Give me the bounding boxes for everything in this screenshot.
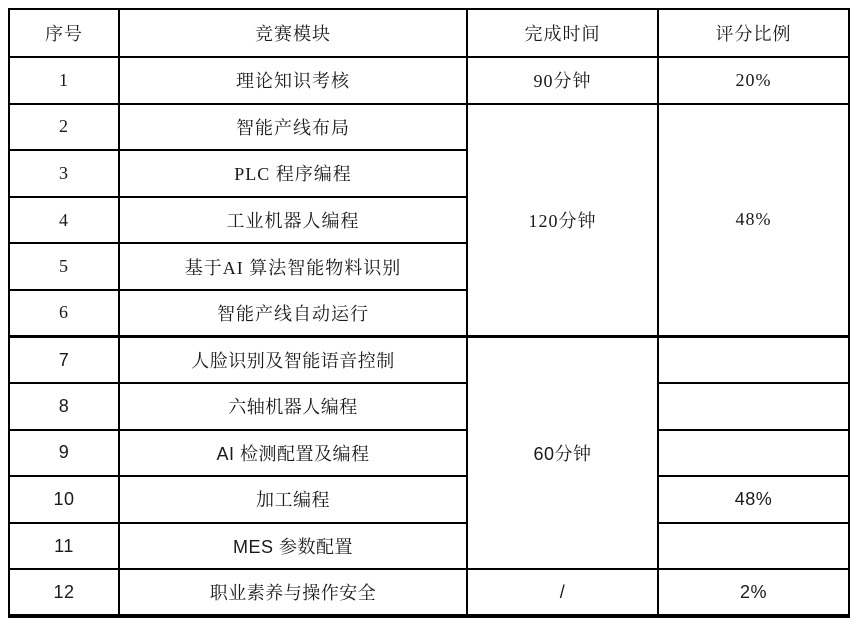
module-cell: 智能产线自动运行 (119, 290, 467, 337)
seq-cell: 8 (9, 383, 119, 430)
time-cell: 90分钟 (467, 57, 658, 104)
module-cell: 人脸识别及智能语音控制 (119, 336, 467, 383)
score-cell (658, 523, 849, 570)
table-row (9, 430, 849, 477)
seq-cell: 12 (9, 569, 119, 616)
seq-cell: 5 (9, 243, 119, 290)
column-header-module: 竞赛模块 (119, 9, 467, 57)
column-header-seq: 序号 (9, 9, 119, 57)
score-cell-merged-2-6: 48% (658, 104, 849, 337)
score-cell: 20% (658, 57, 849, 104)
table-row (9, 383, 849, 430)
seq-cell: 1 (9, 57, 119, 104)
time-cell-merged-7-11: 60分钟 (467, 336, 658, 569)
score-cell (658, 430, 849, 477)
module-cell: 智能产线布局 (119, 104, 467, 151)
module-cell: 加工编程 (119, 476, 467, 523)
seq-cell: 3 (9, 150, 119, 197)
module-cell: 基于AI 算法智能物料识别 (119, 243, 467, 290)
table-row (9, 569, 849, 616)
table-row (9, 476, 849, 523)
score-cell (658, 336, 849, 383)
module-cell: PLC 程序编程 (119, 150, 467, 197)
column-header-time: 完成时间 (467, 9, 658, 57)
module-cell: 职业素养与操作安全 (119, 569, 467, 616)
competition-modules-table (8, 8, 850, 618)
module-cell: AI 检测配置及编程 (119, 430, 467, 477)
seq-cell: 11 (9, 523, 119, 570)
time-cell-merged-2-6: 120分钟 (467, 104, 658, 337)
module-cell: 工业机器人编程 (119, 197, 467, 244)
score-cell: 48% (658, 476, 849, 523)
score-cell: 2% (658, 569, 849, 616)
seq-cell: 6 (9, 290, 119, 337)
seq-cell: 9 (9, 430, 119, 477)
table-row (9, 523, 849, 570)
header-row (9, 9, 849, 57)
module-cell: MES 参数配置 (119, 523, 467, 570)
seq-cell: 7 (9, 336, 119, 383)
table-row (9, 57, 849, 104)
seq-cell: 10 (9, 476, 119, 523)
table-row (9, 336, 849, 383)
score-cell (658, 383, 849, 430)
module-cell: 六轴机器人编程 (119, 383, 467, 430)
column-header-score: 评分比例 (658, 9, 849, 57)
seq-cell: 2 (9, 104, 119, 151)
seq-cell: 4 (9, 197, 119, 244)
time-cell: / (467, 569, 658, 616)
table-row (9, 104, 849, 151)
module-cell: 理论知识考核 (119, 57, 467, 104)
